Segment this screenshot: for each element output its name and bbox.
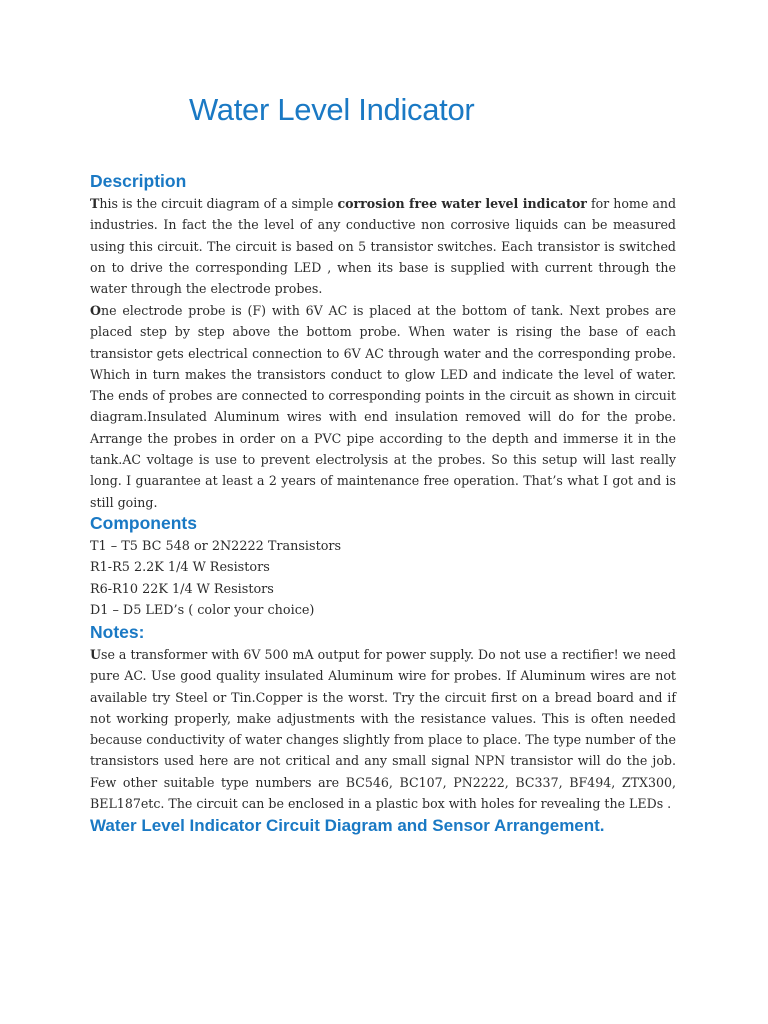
component-item: R1-R5 2.2K 1/4 W Resistors [90,560,270,576]
drop-initial: T [90,196,100,211]
drop-initial: U [90,647,101,662]
components-list [90,536,676,621]
text-run: for home and industries. In fact the the level of any conductive non corrosive liquids can be measured using this circuit. The circuit is based on 5 transistor switches. Each transistor is switched on to drive the corresponding LED , when its base is supplied with current through the water through the electrode probes. [90,196,677,297]
component-item: T1 – T5 BC 548 or 2N2222 Transistors [90,539,342,554]
highlighted-phrase: corrosion free water level indicator [337,196,587,211]
notes-heading: Notes: [90,622,145,642]
component-item: R6-R10 22K 1/4 W Resistors [90,581,274,597]
description-paragraph-2 [90,300,676,513]
text-run: his is the circuit diagram of a simple [99,196,338,211]
text-run: se a transformer with 6V 500 mA output for power supply. Do not use a rectifier! we need pure AC. Use good quality insulated Aluminum wire for probes. If Aluminum wires are not available try Steel or Tin.Copper is the worst. Try the circuit first on a bread board and if not working properly, make adjustments with the resistance values. This is often needed because conductivity of water changes slightly from place to place. The type number of the transistors used here are not critical and any small signal NPN transistor will do the job. Few other suitable type numbers are BC546, BC107, PN2222, BC337, BF494, ZTX300, BEL187etc. The circuit can be enclosed in a plastic box with holes for revealing the LEDs . [90,647,676,812]
components-heading: Components [90,513,197,533]
notes-paragraph [90,644,676,814]
component-item: D1 – D5 LED’s ( color your choice) [90,602,315,618]
description-paragraph-1 [90,193,676,299]
drop-initial: O [90,303,101,318]
page-title: Water Level Indicator [189,92,475,127]
description-heading: Description [90,171,187,191]
text-run: ne electrode probe is (F) with 6V AC is placed at the bottom of tank. Next probes are placed step by step above the bottom probe. When water is rising the base of each transistor gets electrical connection to 6V AC through water and the corresponding probe. Which in turn makes the transistors conduct to glow LED and indicate the level of water. The ends of probes are connected to corresponding points in the circuit as shown in circuit diagram.Insulated Aluminum wires with end insulation removed will do for the probe. Arrange the probes in order on a PVC pipe according to the depth and immerse it in the tank.AC voltage is use to prevent electrolysis at the probes. So this setup will last really long. I guarantee at least a 2 years of maintenance free operation. That’s what I got and is still going. [90,303,676,510]
diagram-heading: Water Level Indicator Circuit Diagram and Sensor Arrangement. [90,816,605,835]
